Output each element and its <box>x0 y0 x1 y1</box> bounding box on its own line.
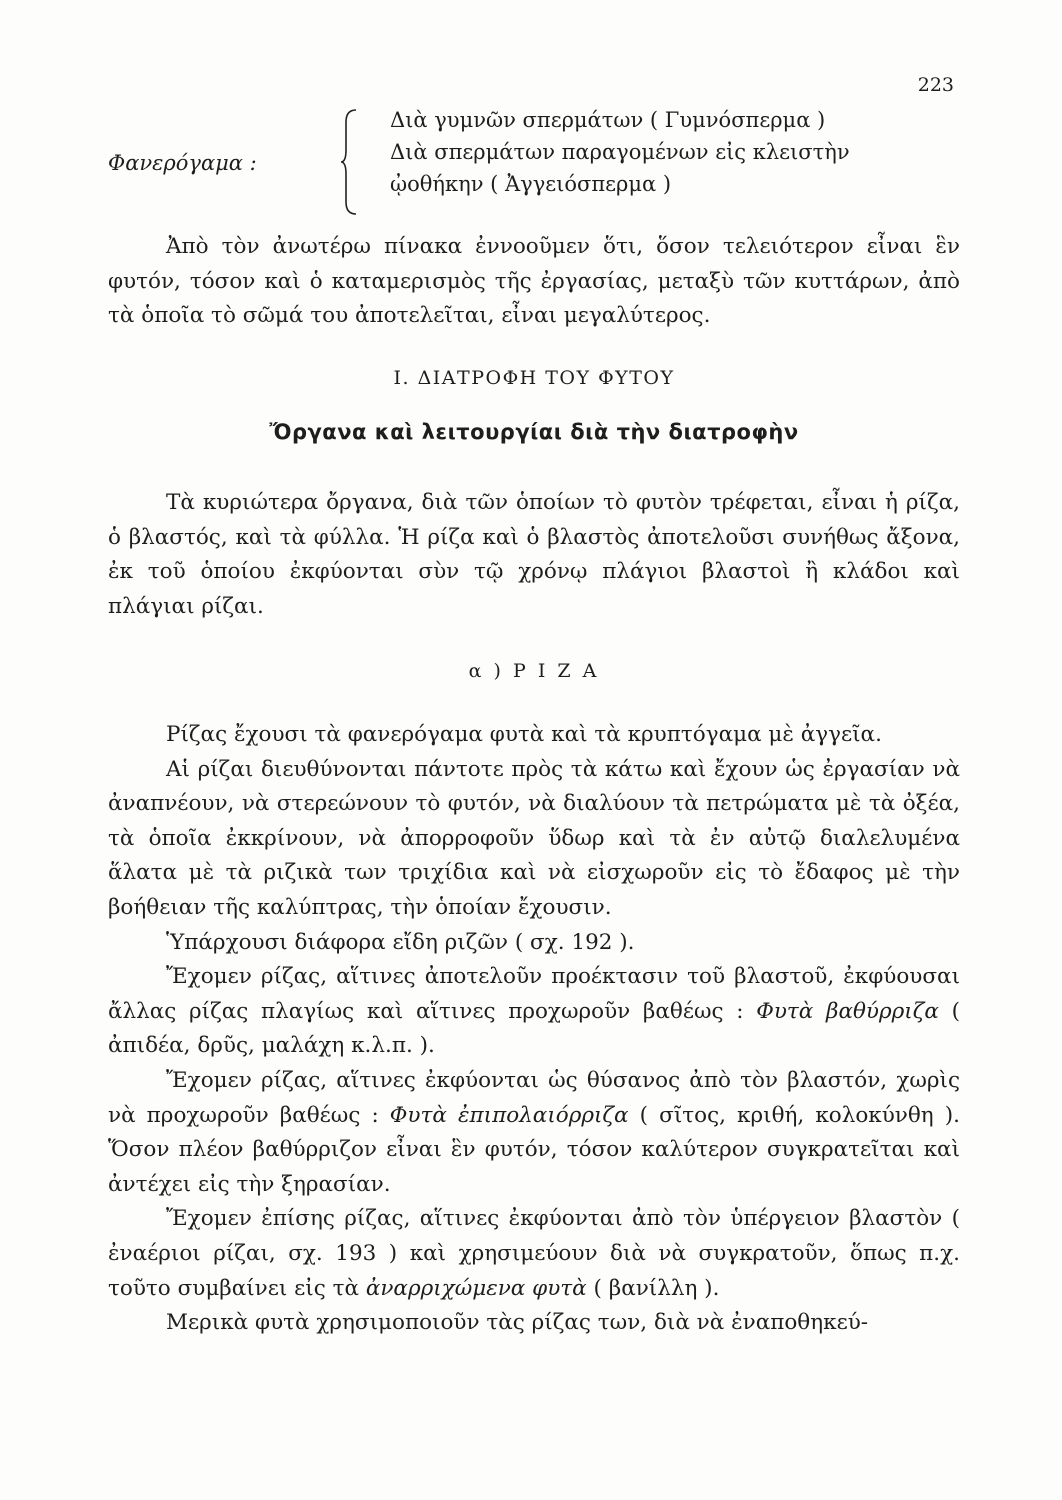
classification-table <box>108 104 958 222</box>
root-paragraph: Ρίζας ἔχουσι τὰ φανερόγαμα φυτὰ καὶ τὰ κρυπτόγαμα μὲ ἀγγεῖα. <box>166 722 882 747</box>
root-type-text: Ἔχομεν ρίζας, αἵτινες ἀποτελοῦν προέκτασιν τοῦ βλαστοῦ, ἐκφύουσαι ἄλλας ρίζας πλαγίως καὶ αἵτινες προχωροῦν βαθέως : <box>108 964 960 1024</box>
subsection-heading: α ) Ρ Ι Ζ Α <box>468 660 600 682</box>
root-block <box>108 718 960 1341</box>
classification-label: Φανερόγαμα : <box>108 151 257 175</box>
root-type-term: Φυτὰ βαθύρριζα <box>756 998 939 1024</box>
intro-paragraph: Ἀπὸ τὸν ἀνωτέρω πίνακα ἐννοοῦμεν ὅτι, ὅσον τελειότερον εἶναι ἓν φυτόν, τόσον καὶ ὁ καταμερισμὸς τῆς ἐργασίας, μεταξὺ τῶν κυττάρων, ἀπὸ τὰ ὁποῖα τὸ σῶμά του ἀποτελεῖται, εἶναι μεγαλύτερος. <box>108 234 960 329</box>
section-heading: Ι. ΔΙΑΤΡΟΦΗ ΤΟΥ ΦΥΤΟΥ <box>393 367 675 389</box>
classification-line: Διὰ σπερμάτων παραγομένων εἰς κλειστὴν <box>390 140 850 164</box>
root-paragraph: Ὑπάρχουσι διάφορα εἴδη ριζῶν ( σχ. 192 ). <box>166 929 635 955</box>
sub-heading: Ὄργανα καὶ λειτουργίαι διὰ τὴν διατροφὴν <box>269 420 799 444</box>
classification-line: ᾠοθήκην ( Ἀγγειόσπερμα ) <box>390 172 672 196</box>
root-type-term: ἀναρριχώμενα φυτὰ <box>365 1275 587 1301</box>
root-type-paragraph <box>108 1202 960 1306</box>
root-type-text: Ἔχομεν ἐπίσης ρίζας, αἵτινες ἐκφύονται ἀπὸ τὸν ὑπέργειον βλαστὸν ( ἐναέριοι ρίζαι, σχ. 193 ) καὶ χρησιμεύουν διὰ νὰ συγκρατοῦν, ὅπως π.χ. τοῦτο συμβαίνει εἰς τὰ <box>108 1206 960 1301</box>
last-line: Μερικὰ φυτὰ χρησιμοποιοῦν τὰς ρίζας των, διὰ νὰ ἐναποθηκεύ- <box>166 1310 869 1336</box>
classification-lines <box>390 104 950 200</box>
classification-line: Διὰ γυμνῶν σπερμάτων ( Γυμνόσπερμα ) <box>390 108 826 132</box>
root-type-paragraph <box>108 960 960 1064</box>
root-type-text: Ἔχομεν ρίζας, αἵτινες ἐκφύονται ὡς θύσανος ἀπὸ τὸν βλαστόν, χωρὶς νὰ προχωροῦν βαθέως : <box>108 1067 960 1128</box>
intro-block <box>108 230 960 334</box>
organs-paragraph: Τὰ κυριώτερα ὄργανα, διὰ τῶν ὁποίων τὸ φυτὸν τρέφεται, εἶναι ἡ ρίζα, ὁ βλαστός, καὶ τὰ φύλλα. Ἡ ρίζα καὶ ὁ βλαστὸς ἀποτελοῦσι συνήθως ἄξονα, ἐκ τοῦ ὁποίου ἐκφύονται σὺν τῷ χρόνῳ πλάγιοι βλαστοὶ ἢ κλάδοι καὶ πλάγιαι ρίζαι. <box>108 490 960 619</box>
root-type-text: ( βανίλλη ). <box>586 1275 720 1301</box>
root-type-text: ( σῖτος, κριθή, κολοκύνθη ). Ὅσον πλέον βαθύρριζον εἶναι ἓν φυτόν, τόσον καλύτερον συγκρατεῖται καὶ ἀντέχει εἰς τὴν ξηρασίαν. <box>108 1102 960 1197</box>
page-number: 223 <box>917 74 954 96</box>
curly-brace <box>340 108 360 216</box>
root-paragraph: Αἱ ρίζαι διευθύνονται πάντοτε πρὸς τὰ κάτω καὶ ἔχουν ὡς ἐργασίαν νὰ ἀναπνέουν, νὰ στερεώνουν τὸ φυτόν, νὰ διαλύουν τὰ πετρώματα μὲ τὰ ὀξέα, τὰ ὁποῖα ἐκκρίνουν, νὰ ἀπορροφοῦν ὕδωρ καὶ τὰ ἐν αὐτῷ διαλελυμένα ἅλατα μὲ τὰ ριζικὰ των τριχίδια καὶ νὰ εἰσχωροῦν εἰς τὸ ἔδαφος μὲ τὴν βοήθειαν τῆς καλύπτρας, τὴν ὁποίαν ἔχουσιν. <box>108 756 960 920</box>
root-type-paragraph <box>108 1064 960 1202</box>
root-type-term: Φυτὰ ἐπιπολαιόρριζα <box>389 1102 629 1128</box>
root-type-text: ( ἀπιδέα, δρῦς, μαλάχη κ.λ.π. ). <box>108 998 960 1059</box>
organs-block <box>108 486 960 624</box>
